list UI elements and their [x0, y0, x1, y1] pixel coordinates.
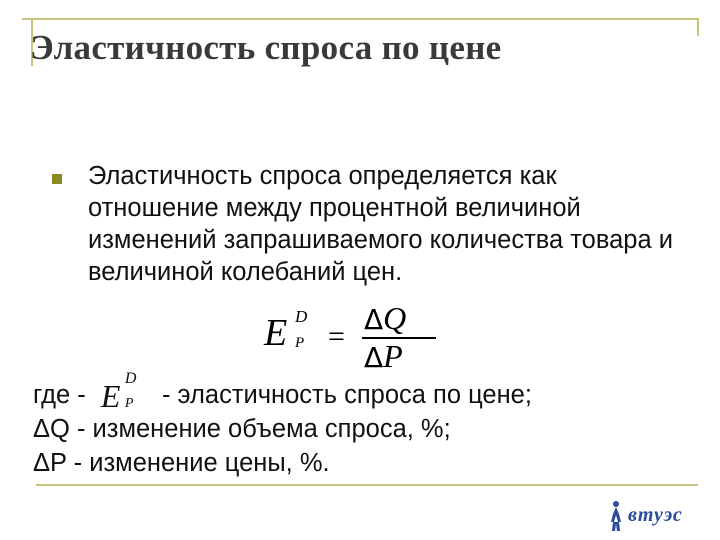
university-logo [606, 500, 706, 532]
slide-title: Эластичность спроса по цене [30, 28, 502, 67]
definition-line-3: ΔP - изменение цены, %. [33, 449, 330, 477]
formula-lhs-superscript: D [295, 307, 308, 326]
formula-equals-sign: = [328, 320, 345, 353]
square-bullet-icon [52, 174, 62, 184]
frame-right-line [697, 18, 699, 36]
formula-denominator-var: P [383, 338, 403, 374]
formula-denominator-delta: Δ [364, 341, 384, 374]
formula-numerator [364, 302, 406, 336]
logo-text: втуэс [628, 504, 683, 526]
inline-symbol-subscript: P [124, 396, 134, 411]
inline-symbol-superscript: D [124, 370, 137, 387]
inline-elasticity-symbol [93, 370, 155, 414]
frame-bottom-line [36, 484, 698, 486]
definitions-block [33, 370, 532, 480]
frame-top-line [22, 18, 698, 20]
definition-line-1 [33, 370, 532, 414]
bullet-item [52, 160, 682, 288]
definition-line-2: ΔQ - изменение объема спроса, %; [33, 415, 451, 443]
formula-lhs-symbol: E [264, 312, 288, 354]
definition-line-1-prefix: где - [33, 381, 93, 409]
definition-line-1-suffix: - эластичность спроса по цене; [154, 381, 532, 409]
bullet-text: Эластичность спроса определяется как отношение между процентной величиной изменений запрашиваемого количества товара и величиной колебаний цен. [88, 162, 673, 286]
inline-symbol-letter: E [100, 378, 121, 414]
formula-numerator-var: Q [383, 300, 407, 336]
elasticity-formula [262, 300, 462, 372]
formula-lhs-subscript: P [295, 335, 305, 351]
formula-denominator [364, 340, 403, 374]
formula-numerator-delta: Δ [364, 303, 384, 336]
logo-figure-icon [608, 500, 624, 532]
